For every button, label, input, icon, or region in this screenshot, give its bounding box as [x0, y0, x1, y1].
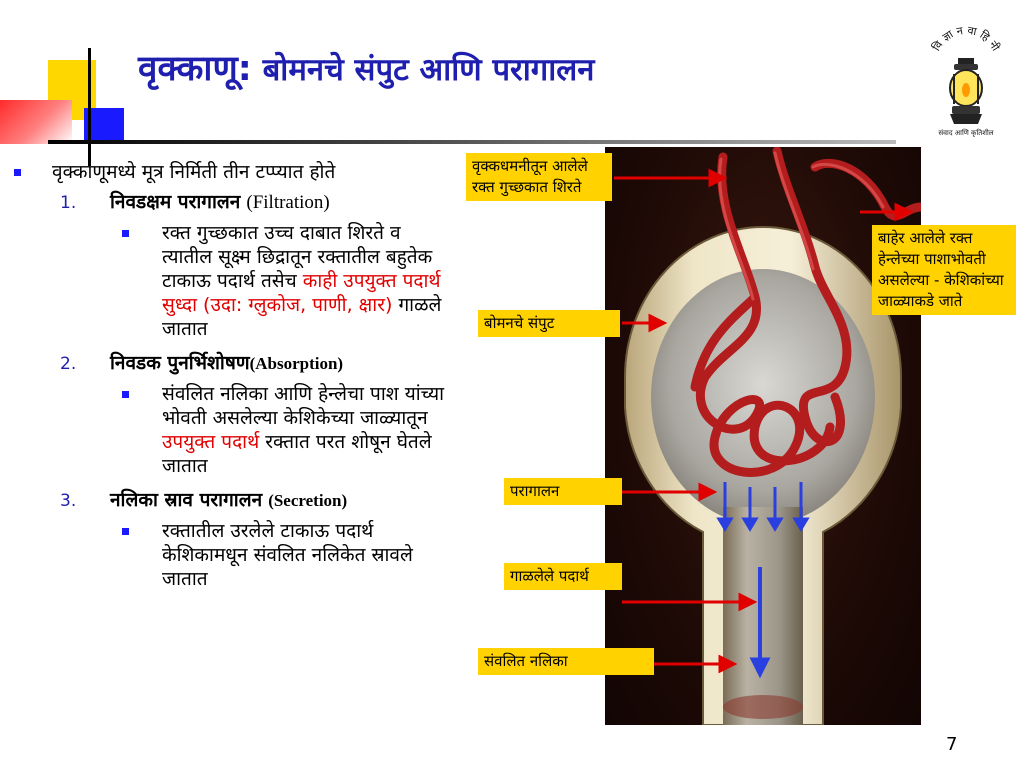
title-sub: बोमनचे संपुट आणि परागालन — [262, 52, 595, 88]
arrow-afferent-icon — [710, 171, 724, 185]
step-3-number: 3. — [60, 491, 77, 511]
step-2-detail-highlight: उपयुक्त पदार्थ — [162, 431, 260, 453]
label-efferent: बाहेर आलेले रक्त हेन्लेच्या पाशाभोवती असलेल्या - केशिकांच्या जाळ्याकडे जाते — [872, 225, 1016, 315]
label-filtration: परागालन — [504, 478, 622, 505]
step-3-detail-text: रक्तातील उरलेले टाकाऊ पदार्थ केशिकामधून संवलित नलिकेत स्रावले जातात — [162, 520, 413, 590]
step-2-english: (Absorption) — [249, 354, 344, 373]
step-1-detail-end: गाळले जातात — [162, 294, 442, 340]
page-number: 7 — [946, 734, 958, 755]
step-1-heading: निवडक्षम परागालन — [110, 191, 241, 213]
arrow-tubule-icon — [720, 657, 734, 671]
step-2-number: 2. — [60, 354, 77, 374]
step-2-detail-end: रक्तात परत शोषून घेतले जातात — [162, 431, 432, 477]
step-2-detail-text: संवलित नलिका आणि हेन्लेचा पाश यांच्या भोवती असलेल्या केशिकेच्या जाळ्यातून — [162, 383, 445, 429]
step-1-detail-text: रक्त गुच्छकात उच्च दाबात शिरते व त्यातील सूक्ष्म छिद्रातून रक्तातील बहुतेक टाकाऊ पदार्थ तसेच — [162, 222, 433, 292]
arrow-efferent-icon — [896, 205, 910, 219]
logo-arc-text: वि ज्ञा न वा हि नी — [929, 23, 1003, 54]
step-1-detail-highlight: काही उपयुक्त पदार्थ सुध्दा (उदा: ग्लुकोज, पाणी, क्षार) — [162, 270, 441, 316]
label-filtrate: गाळलेले पदार्थ — [504, 563, 622, 590]
label-afferent: वृक्कधमनीतून आलेले रक्त गुच्छकात शिरते — [466, 153, 612, 201]
step-3-heading: नलिका स्राव परागालन — [110, 489, 263, 511]
step-1-number: 1. — [60, 193, 77, 213]
label-tubule: संवलित नलिका — [478, 648, 654, 675]
arrow-filtrate-icon — [740, 595, 754, 609]
step-2-heading: निवडक पुनर्भिशोषण — [110, 352, 250, 374]
step-1-english: (Filtration) — [246, 192, 330, 213]
logo-caption: संवाद आणि कृतिशील — [938, 129, 994, 137]
intro-text: वृक्काणूमध्ये मूत्र निर्मिती तीन टप्प्यात होते — [52, 161, 336, 183]
arrow-filtration-icon — [700, 485, 714, 499]
title-main: वृक्काणू: — [138, 49, 252, 89]
arrow-bowman-icon — [650, 316, 664, 330]
step-3-english: (Secretion) — [268, 491, 348, 510]
label-bowman-capsule: बोमनचे संपुट — [478, 310, 620, 337]
